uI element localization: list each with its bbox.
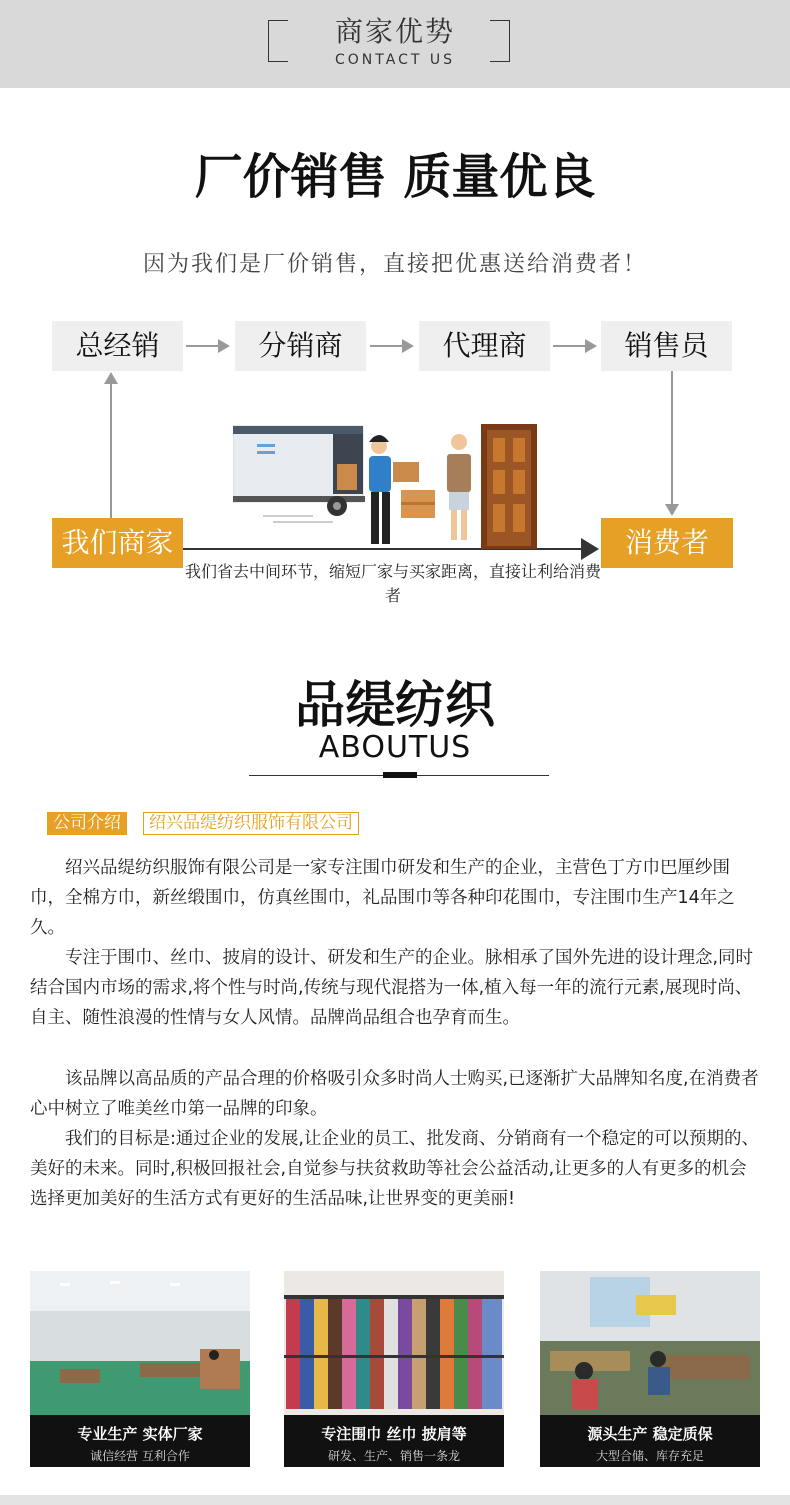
caption-sub: 诚信经营 互利合作 [90, 1449, 190, 1463]
caption-main: 专业生产 实体厂家 [77, 1425, 203, 1443]
factory-floor-image [30, 1271, 250, 1415]
chain-box-distributor: 总经销 [52, 321, 183, 371]
workshop-image [540, 1271, 760, 1415]
delivery-illustration [233, 424, 543, 549]
arrow-up-icon [110, 380, 112, 518]
chain-box-agent: 代理商 [419, 321, 550, 371]
photo-scarves [284, 1271, 504, 1467]
photo-workshop [540, 1271, 760, 1467]
chain-box-salesperson: 销售员 [601, 321, 732, 371]
caption-main: 源头生产 稳定质保 [587, 1425, 713, 1443]
header-title: 商家优势 [334, 15, 455, 48]
photo-factory [30, 1271, 250, 1467]
intro-company: 绍兴品缇纺织服饰有限公司 [143, 812, 359, 835]
arrow-right-icon [553, 345, 595, 347]
about-rule-mark [383, 772, 417, 778]
caption-main: 专注围巾 丝巾 披肩等 [321, 1425, 467, 1443]
photo-caption [30, 1415, 250, 1467]
caption-sub: 研发、生产、销售一条龙 [327, 1449, 460, 1463]
chain-box-subdistributor: 分销商 [235, 321, 366, 371]
our-shop-box: 我们商家 [52, 518, 183, 568]
paragraph-2: 专注于围巾、丝巾、披肩的设计、研发和生产的企业。脉相承了国外先进的设计理念,同时结合国内市场的需求,将个性与时尚,传统与现代混搭为一体,植入每一年的流行元素,展现时尚、自主、随性浪漫的性情与女人风情。品牌尚品组合也孕育而生。 [30, 948, 754, 1028]
caption-sub: 大型合储、库存充足 [595, 1449, 704, 1463]
paragraph-1: 绍兴品缇纺织服饰有限公司是一家专注围巾研发和生产的企业，主营色丁方巾巴厘纱围巾，全棉方巾，新丝缎围巾，仿真丝围巾，礼品围巾等各种印花围巾，专注围巾生产14年之久。 [30, 858, 735, 938]
photo-caption [540, 1415, 760, 1467]
intro-tag: 公司介绍 [47, 812, 127, 835]
paragraph-3: 该品牌以高品质的产品合理的价格吸引众多时尚人士购买,已逐渐扩大品牌知名度,在消费者心中树立了唯美丝巾第一品牌的印象。 [30, 1069, 759, 1119]
scarf-rack-image [284, 1271, 504, 1415]
direct-note: 我们省去中间环节，缩短厂家与买家距离，直接让利给消费者 [184, 562, 601, 605]
arrow-right-icon [186, 345, 228, 347]
arrow-down-icon [671, 371, 673, 508]
subline: 因为我们是厂价销售，直接把优惠送给消费者！ [142, 252, 647, 277]
footer-band [0, 1495, 790, 1505]
about-title: 品缇纺织 [295, 676, 495, 734]
arrow-right-icon [370, 345, 412, 347]
paragraph-4: 我们的目标是:通过企业的发展,让企业的员工、批发商、分销商有一个稳定的可以预期的、美好的未来。同时,积极回报社会,自觉参与扶贫救助等社会公益活动,让更多的人有更多的机会选择更加美好的生活方式有更好的生活品味,让世界变的更美丽! [30, 1129, 759, 1209]
header-subtitle: CONTACT US [335, 52, 455, 68]
headline: 厂价销售 质量优良 [194, 149, 596, 205]
photo-caption [284, 1415, 504, 1467]
consumer-box: 消费者 [601, 518, 733, 568]
about-subtitle: ABOUTUS [318, 730, 472, 765]
